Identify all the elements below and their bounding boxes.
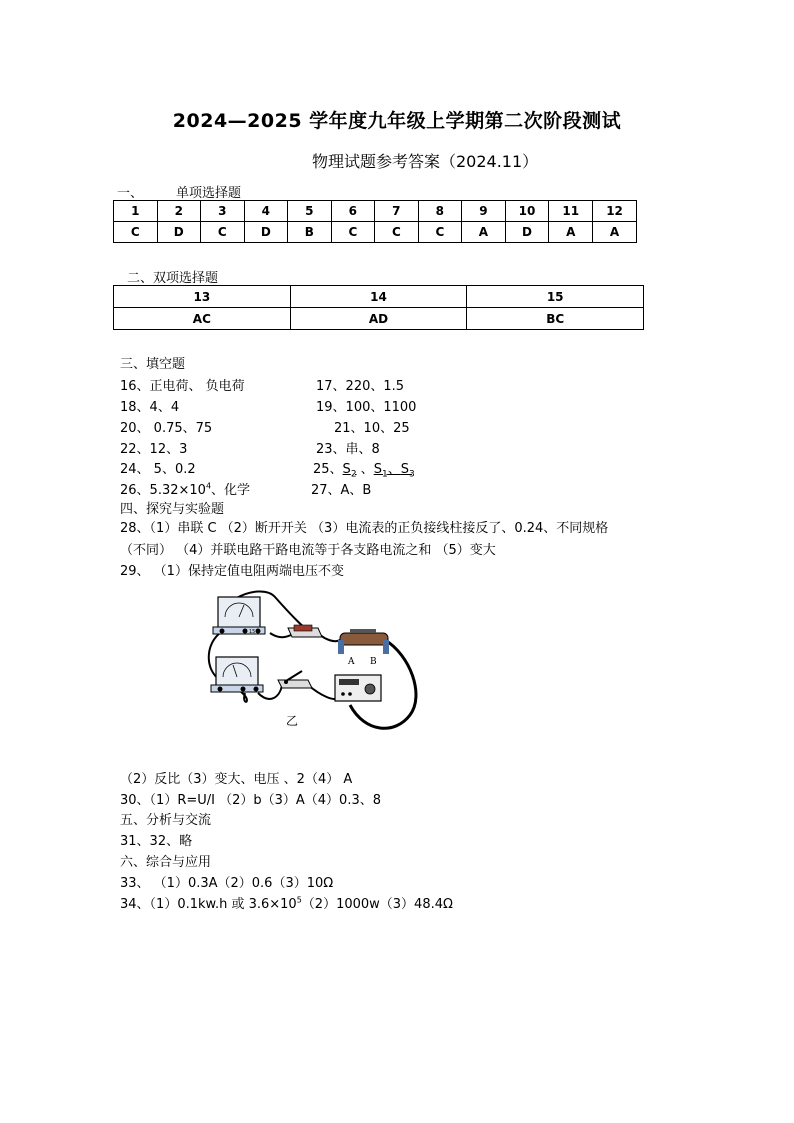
answer-26: 26、$5.32\times 10^4$、化学 [120, 481, 251, 498]
answer-23: 23、串、8 [316, 442, 380, 457]
answer-28-line2: （不同） （4）并联电路干路电流等于各支路电流之和 （5）变大 [120, 543, 496, 558]
answer-27: 27、A、B [311, 483, 372, 498]
terminal-a: A [348, 657, 355, 667]
answer-19: 19、100、1100 [316, 400, 417, 415]
question-number-cell: 4 [244, 201, 288, 222]
question-number-cell: 8 [418, 201, 462, 222]
resistor-icon [288, 625, 322, 637]
answer-33: 33、 （1）0.3A（2）0.6（3）10Ω [120, 876, 334, 891]
answer-22: 22、12、3 [120, 442, 188, 457]
question-number-cell: 3 [201, 201, 245, 222]
answer-cell: C [331, 222, 375, 243]
question-number-cell: 1 [114, 201, 158, 222]
answer-cell: D [505, 222, 549, 243]
table-row [114, 308, 644, 330]
answer-cell: C [201, 222, 245, 243]
section5-heading: 五、分析与交流 [120, 813, 212, 828]
meter-scale: 15 [249, 629, 256, 635]
question-number-cell: 5 [288, 201, 332, 222]
ammeter-icon [213, 597, 265, 635]
double-choice-table [113, 285, 644, 330]
section6-heading: 六、综合与应用 [120, 855, 212, 870]
rheostat-icon [338, 629, 389, 667]
terminal-b: B [370, 657, 377, 667]
question-number-cell: 10 [505, 201, 549, 222]
answer-cell: C [418, 222, 462, 243]
question-number-cell: 7 [375, 201, 419, 222]
answer-21: 21、10、25 [334, 421, 410, 436]
answer-29: 29、 （1）保持定值电阻两端电压不变 [120, 564, 344, 579]
answer-18: 18、4、4 [120, 400, 180, 415]
table-row [114, 222, 637, 243]
answer-28-line1: 28、（1）串联 C （2）断开开关 （3）电流表的正负接线柱接反了、0.24、不同规格 [120, 521, 609, 536]
answer-30: 30、（1）R=U/I （2）b（3）A（4）0.3、8 [120, 793, 382, 808]
answer-cell: A [593, 222, 637, 243]
answer-24: 24、 5、0.2 [120, 462, 196, 477]
power-supply-icon [335, 675, 381, 701]
question-number-cell: 14 [290, 286, 467, 308]
question-number-cell: 15 [467, 286, 644, 308]
answer-cell: C [375, 222, 419, 243]
answer-cell: D [244, 222, 288, 243]
answer-34: 34、（1）0.1kw.h 或 $3.6\times 10^5(2)1000w(3)48.4\Omega$ [120, 895, 453, 912]
answer-25-switch-a: $S_2$ [342, 462, 357, 480]
single-choice-table [113, 200, 637, 243]
section4-heading: 四、探究与实验题 [120, 502, 225, 517]
table-row [114, 201, 637, 222]
table-row [114, 286, 644, 308]
answer-20: 20、 0.75、75 [120, 421, 213, 436]
section1-number: 一、 [117, 186, 144, 201]
answer-cell: B [288, 222, 332, 243]
answer-cell: A [462, 222, 506, 243]
voltmeter-icon [211, 657, 263, 692]
question-number-cell: 13 [114, 286, 291, 308]
section3-heading: 三、填空题 [120, 357, 186, 372]
question-number-cell: 6 [331, 201, 375, 222]
answer-31-32: 31、32、略 [120, 834, 193, 849]
answer-cell: C [114, 222, 158, 243]
question-number-cell: 12 [593, 201, 637, 222]
answer-cell: D [157, 222, 201, 243]
circuit-diagram [200, 585, 425, 740]
question-number-cell: 2 [157, 201, 201, 222]
answer-25: 25、$S_2$ 、$S_1$、$S_3$ [313, 462, 415, 480]
answer-cell: A [549, 222, 593, 243]
answer-cell: AC [114, 308, 291, 330]
question-number-cell: 11 [549, 201, 593, 222]
question-number-cell: 9 [462, 201, 506, 222]
section1-heading: 单项选择题 [176, 186, 242, 201]
answer-cell: AD [290, 308, 467, 330]
page-subtitle: 物理试题参考答案（2024.11） [312, 152, 539, 171]
answer-29-rest: （2）反比（3）变大、电压 、2（4） A [120, 772, 353, 787]
figure-label: 乙 [286, 714, 299, 728]
answer-cell: BC [467, 308, 644, 330]
page-title: 2024—2025 学年度九年级上学期第二次阶段测试 [172, 110, 622, 132]
answer-17: 17、220、1.5 [316, 379, 405, 394]
answer-25-switch-b: $S_1$、$S_3$ [373, 462, 415, 480]
answer-25-prefix: 25、 [313, 462, 343, 477]
section2-heading: 二、双项选择题 [127, 271, 219, 286]
switch-icon [278, 671, 312, 688]
answer-16: 16、正电荷、 负电荷 [120, 379, 245, 394]
